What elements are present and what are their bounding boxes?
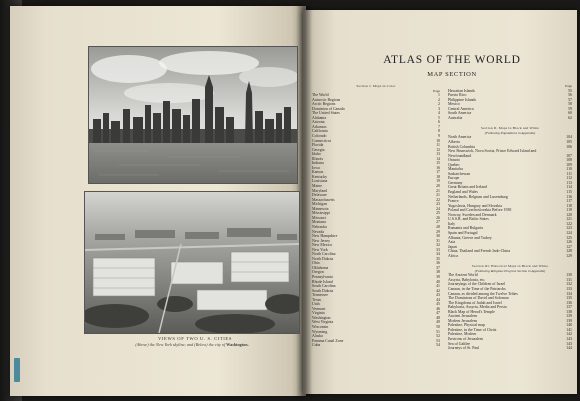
entry-page: 49	[436, 320, 440, 325]
entry-name: Dominion of Canada	[312, 106, 345, 111]
entry-page: 110	[566, 167, 572, 172]
entry-page: 5	[438, 115, 440, 120]
entry-name: Modern Jerusalem	[448, 318, 477, 323]
section-three-heading: Section III. Historical Maps in Black and White	[471, 264, 549, 269]
entry-name: Yugoslavia, Hungary and Slovakia	[448, 203, 503, 208]
entry-name: New Jersey	[312, 238, 331, 243]
entry-page: 144	[566, 346, 572, 351]
page-column-label: Page	[565, 84, 572, 88]
entry-page: 129	[566, 253, 572, 258]
entry-page: 16	[436, 165, 440, 170]
entry-name: Maine	[312, 184, 322, 189]
entry-page: 60	[568, 111, 572, 116]
entry-page: 34	[436, 252, 440, 257]
entry-name: Environs of Jerusalem	[448, 336, 483, 341]
entry-name: Italy	[448, 221, 456, 226]
entry-page: 143	[566, 336, 572, 341]
entry-name: West Virginia	[312, 320, 334, 325]
entry-name: Nevada	[312, 229, 324, 234]
entry-page: 21	[436, 193, 440, 198]
entry-page: 141	[566, 327, 572, 332]
entry-page: 114	[566, 185, 572, 190]
entry-name: Oregon	[312, 270, 324, 275]
entry-page: 142	[566, 332, 572, 337]
entry-page: 31	[436, 238, 440, 243]
entry-page: 43	[436, 293, 440, 298]
entry-page: 2	[438, 97, 440, 102]
caption-below-text: the city of	[208, 342, 226, 347]
entry-name: Japan	[448, 244, 457, 249]
entry-name: Vermont	[312, 306, 326, 311]
entry-name: Saskatchewan	[448, 171, 471, 176]
entry-page: 38	[436, 270, 440, 275]
entry-page: 111	[566, 171, 572, 176]
entry-page: 117	[566, 199, 572, 204]
entry-name: Delaware	[312, 193, 327, 198]
photo-caption-title: VIEWS OF TWO U. S. CITIES	[158, 336, 232, 341]
entry-name: Illinois	[312, 156, 324, 161]
entry-name: Central America	[448, 106, 474, 111]
entry-name: South America	[448, 111, 472, 116]
entry-name: Pennsylvania	[312, 274, 333, 279]
entry-page: 51	[436, 329, 440, 334]
entry-page: 132	[566, 282, 572, 287]
entry-name: Idaho	[312, 152, 321, 157]
entry-page: 28	[436, 224, 440, 229]
entry-name: Georgia	[312, 147, 325, 152]
entry-page: 20	[436, 184, 440, 189]
entry-name: Manitoba	[448, 167, 463, 172]
contents-column-right	[448, 84, 572, 351]
contents-column-left	[312, 84, 440, 348]
entry-page: 12	[436, 147, 440, 152]
entry-page: 29	[436, 229, 440, 234]
entry-name: Asia	[448, 240, 456, 245]
entry-page: 112	[566, 176, 572, 181]
washington-illustration	[85, 192, 299, 333]
entry-page: 140	[566, 323, 572, 328]
section-two-heading: Section II. Maps in Black and White	[480, 126, 540, 131]
section-two-list	[448, 135, 572, 258]
new-york-skyline-photo	[88, 46, 298, 184]
entry-name: Minnesota	[312, 206, 329, 211]
entry-name: The United States	[312, 111, 340, 116]
entry-name: Africa	[448, 253, 458, 258]
entry-name: North America	[448, 135, 472, 140]
entry-name: New York	[312, 247, 328, 252]
entry-name: Alabama	[312, 115, 327, 120]
page-column-label: Page	[433, 88, 440, 93]
entry-name: The World	[312, 93, 329, 98]
entry-page: 107	[566, 153, 572, 158]
entry-name: Ohio	[312, 261, 320, 266]
entry-name: Wyoming	[312, 329, 328, 334]
entry-name: Quebec	[448, 162, 460, 167]
entry-page: 13	[436, 152, 440, 157]
entry-name: Kentucky	[312, 174, 328, 179]
entry-name: Maryland	[312, 188, 328, 193]
spine-tab	[14, 358, 20, 382]
skyline-illustration	[89, 47, 297, 183]
entry-name: British Columbia	[448, 144, 475, 149]
entry-page: 18	[436, 174, 440, 179]
entry-page: 8	[438, 129, 440, 134]
entry-name: North Dakota	[312, 256, 334, 261]
entry-name: Black Map of Herod's Temple	[448, 309, 495, 314]
entry-page: 118	[566, 203, 572, 208]
entry-name: Palestine, Modern	[448, 332, 477, 337]
entry-page: 62	[568, 115, 572, 120]
contents-entry	[448, 346, 572, 351]
entry-name: Nebraska	[312, 224, 327, 229]
entry-name: Albania, Greece and Turkey	[448, 235, 492, 240]
entry-page: 44	[436, 297, 440, 302]
entry-page: 127	[566, 244, 572, 249]
entry-page: 46	[436, 306, 440, 311]
entry-page: 47	[436, 311, 440, 316]
entry-page: 33	[436, 247, 440, 252]
entry-page: 19	[436, 179, 440, 184]
photo-caption	[92, 342, 292, 347]
entry-name: Assyria, Babylonia, etc.	[448, 277, 486, 282]
entry-name: New Mexico	[312, 243, 333, 248]
entry-name: South Carolina	[312, 284, 336, 289]
entry-page: 52	[436, 334, 440, 339]
entry-page: 4	[438, 111, 440, 116]
entry-page: 139	[566, 318, 572, 323]
entry-name: Cuba	[312, 343, 321, 348]
page-title: ATLAS OF THE WORLD	[383, 54, 521, 66]
entry-name: Ontario	[448, 158, 460, 163]
entry-page: 39	[436, 274, 440, 279]
entry-name: Virginia	[312, 311, 325, 316]
entry-page: 45	[436, 302, 440, 307]
entry-name: The Ancient World	[448, 273, 478, 278]
entry-page: 24	[436, 206, 440, 211]
entry-page: 108	[566, 158, 572, 163]
entry-name: Mississippi	[312, 211, 330, 216]
section-three-subheading: (Following Religious Progress Section in Appendix)	[474, 268, 546, 273]
entry-name: Louisiana	[312, 179, 328, 184]
entry-name: Canaan, in the Time of the Patriarchs	[448, 286, 506, 291]
entry-name: Michigan	[312, 202, 327, 207]
entry-name: Montana	[312, 220, 326, 225]
entry-name: Norway, Sweden and Denmark	[448, 212, 497, 217]
section-three-list	[448, 273, 572, 350]
entry-page: 106	[566, 144, 572, 149]
entry-page: 109	[566, 162, 572, 167]
entry-page: 10	[436, 138, 440, 143]
entry-name: Arkansas	[312, 124, 327, 129]
entry-page: 130	[566, 273, 572, 278]
entry-name: Puerto Rico	[448, 93, 467, 98]
entry-page: 113	[566, 180, 572, 185]
entry-page: 26	[436, 215, 440, 220]
entry-name: New Brunswick, Nova Scotia, Prince Edward Island and	[448, 149, 537, 154]
entry-name: Australia	[448, 115, 463, 120]
entry-name: North Carolina	[312, 252, 336, 257]
entry-name: Babylonia, Assyria, Media and Persia	[448, 305, 507, 310]
entry-name: Rumania and Bulgaria	[448, 226, 484, 231]
entry-page: 35	[436, 256, 440, 261]
entry-page: 2	[438, 102, 440, 107]
entry-page: 7	[438, 124, 440, 129]
entry-name: England and Wales	[448, 190, 478, 195]
entry-name: Connecticut	[312, 138, 331, 143]
entry-name: Arizona	[312, 120, 325, 125]
entry-name: Massachusetts	[312, 197, 335, 202]
entry-name: U.S.S.R. and Baltic States	[448, 217, 489, 222]
entry-name: Netherlands, Belgium and Luxemburg	[448, 194, 508, 199]
entry-name: Newfoundland	[448, 153, 472, 158]
entry-name: The Kingdoms of Judah and Israel	[448, 300, 502, 305]
section-one-list	[312, 93, 440, 348]
entry-page: 119	[566, 208, 572, 213]
section-one-heading: Section I. Maps in Color	[356, 84, 396, 88]
entry-page: 124	[566, 230, 572, 235]
entry-name: Iowa	[312, 165, 320, 170]
entry-name: Hawaiian Islands	[448, 88, 475, 93]
entry-page: 128	[566, 249, 572, 254]
entry-name: Germany	[448, 180, 463, 185]
entry-name: Washington	[312, 315, 331, 320]
entry-page: 6	[438, 120, 440, 125]
entry-page: 135	[566, 296, 572, 301]
entry-name: Arctic Regions	[312, 102, 336, 107]
entry-name: Indiana	[312, 161, 324, 166]
entry-name: Alaska	[312, 334, 323, 339]
caption-above-label: (Above)	[135, 342, 149, 347]
contents-entry	[312, 343, 440, 348]
entry-page: 143	[566, 341, 572, 346]
entry-page: 27	[436, 220, 440, 225]
section-two-subheading: (Following Populations in Appendix)	[484, 130, 536, 135]
entry-page: 55	[568, 88, 572, 93]
entry-page: 104	[566, 135, 572, 140]
entry-page: 136	[566, 300, 572, 305]
entry-page: 25	[436, 211, 440, 216]
section-title: MAP SECTION	[427, 71, 477, 78]
entry-name: Florida	[312, 143, 324, 148]
entry-page: 37	[436, 265, 440, 270]
entry-name: Great Britain and Ireland	[448, 185, 487, 190]
entry-name: Utah	[312, 302, 320, 307]
entry-name: Journeys of St. Paul	[448, 346, 480, 351]
caption-city: Washington.	[226, 342, 249, 347]
entry-page: 9	[438, 134, 440, 139]
caption-below-label: (Below)	[194, 342, 208, 347]
entry-name: Ancient Jerusalem	[448, 314, 477, 319]
entry-page: 56	[568, 93, 572, 98]
section-one-continued-list	[448, 89, 572, 121]
entry-page: 120	[566, 212, 572, 217]
entry-page: 122	[566, 221, 572, 226]
entry-name: Wisconsin	[312, 324, 329, 329]
entry-page: 3	[438, 106, 440, 111]
entry-name: Sea of Galilee	[448, 341, 471, 346]
entry-page: 123	[566, 226, 572, 231]
entry-name: Mexico	[448, 102, 460, 107]
entry-name: Alberta	[448, 140, 460, 145]
entry-name: Tennessee	[312, 293, 328, 298]
entry-name: The Dominions of David and Solomon	[448, 296, 509, 301]
entry-page: 131	[566, 277, 572, 282]
entry-name: South Dakota	[312, 288, 334, 293]
entry-page: 1	[438, 93, 440, 98]
entry-name: Poland and Czechoslovakia Before 1938	[448, 208, 512, 213]
entry-page: 50	[436, 324, 440, 329]
entry-page: 53	[436, 338, 440, 343]
entry-name: France	[448, 199, 459, 204]
entry-page: 14	[436, 156, 440, 161]
entry-page: 139	[566, 314, 572, 319]
entry-name: Journeyings of the Children of Israel	[448, 282, 506, 287]
entry-page: 30	[436, 234, 440, 239]
entry-page: 23	[436, 202, 440, 207]
entry-name: Palestine, in the Time of Christ	[448, 327, 497, 332]
entry-page: 57	[568, 97, 572, 102]
entry-page: 126	[566, 240, 572, 245]
entry-page: 133	[566, 286, 572, 291]
entry-page: 115	[566, 190, 572, 195]
entry-name: China, Thailand and French Indo-China	[448, 249, 511, 254]
entry-name: Rhode Island	[312, 279, 333, 284]
entry-page: 42	[436, 288, 440, 293]
entry-page: 121	[566, 217, 572, 222]
entry-page: 41	[436, 284, 440, 289]
entry-name: Panama Canal Zone	[312, 338, 344, 343]
entry-page: 48	[436, 315, 440, 320]
entry-name: Oklahoma	[312, 265, 329, 270]
entry-page: 137	[566, 305, 572, 310]
entry-page: 15	[436, 161, 440, 166]
entry-name: Kansas	[312, 170, 324, 175]
entry-page: 134	[566, 291, 572, 296]
entry-name: Texas	[312, 297, 322, 302]
entry-name: Philippine Islands	[448, 97, 476, 102]
entry-name: Europe	[448, 176, 460, 181]
entry-name: Antarctic Regions	[312, 97, 341, 102]
entry-name: Missouri	[312, 215, 326, 220]
entry-page: 125	[566, 235, 572, 240]
entry-page: 54	[436, 343, 440, 348]
entry-page: 21	[436, 188, 440, 193]
entry-name: New Hampshire	[312, 234, 338, 239]
entry-page: 59	[568, 106, 572, 111]
washington-aerial-photo	[84, 191, 300, 334]
entry-page: 22	[436, 197, 440, 202]
entry-page: 17	[436, 170, 440, 175]
entry-page: 11	[436, 143, 440, 148]
entry-name: Colorado	[312, 134, 327, 139]
entry-name: Palestine, Physical map	[448, 323, 485, 328]
entry-page: 58	[568, 102, 572, 107]
entry-page: 32	[436, 243, 440, 248]
entry-name: Spain and Portugal	[448, 230, 478, 235]
entry-page: 40	[436, 279, 440, 284]
entry-name: California	[312, 129, 328, 134]
entry-page: 36	[436, 261, 440, 266]
entry-page: 116	[566, 194, 572, 199]
caption-above-text: the New York skyline; and	[149, 342, 194, 347]
entry-name: Canaan, as divided among the Twelve Tribes	[448, 291, 518, 296]
entry-page: 105	[566, 140, 572, 145]
entry-page: 138	[566, 309, 572, 314]
